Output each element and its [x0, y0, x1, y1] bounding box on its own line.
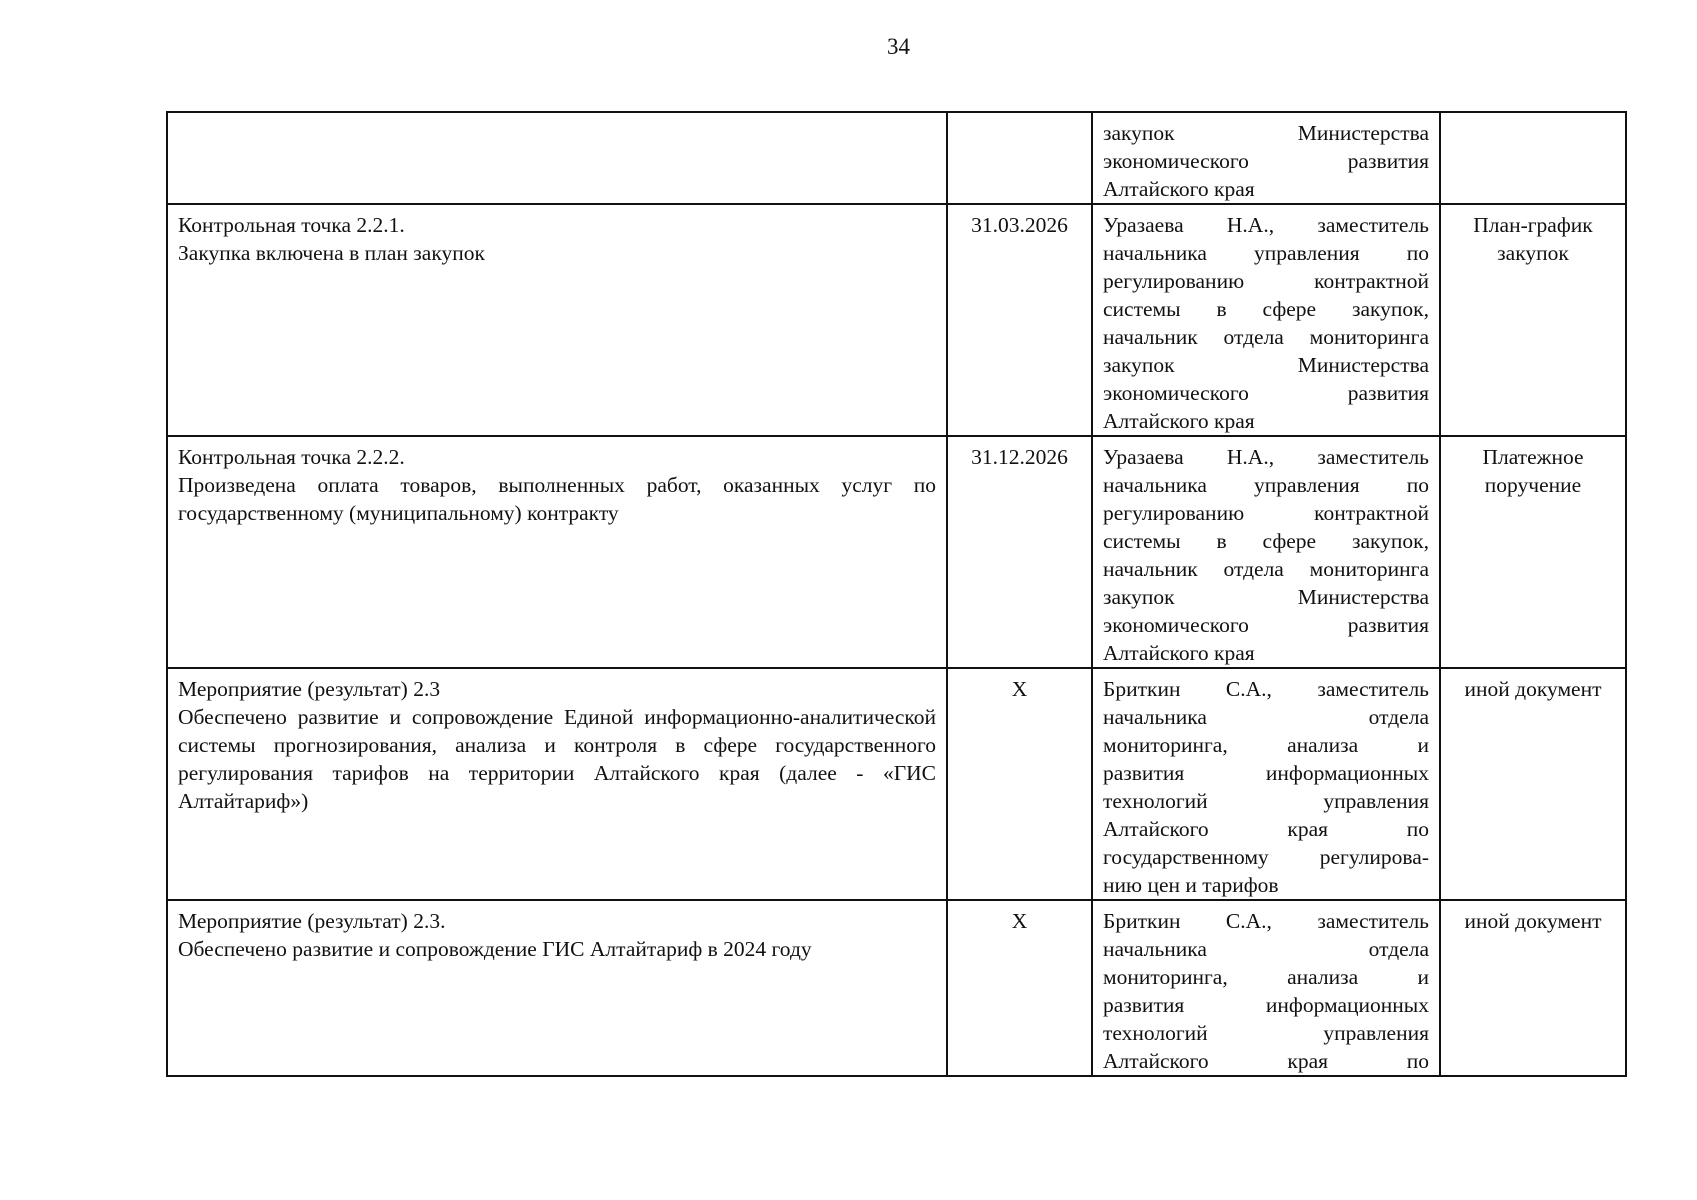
responsible-line: технологий управления: [1103, 789, 1429, 813]
table-row: [167, 900, 1626, 1076]
responsible-line: начальника отдела: [1103, 705, 1429, 729]
responsible-line: Бриткин С.А., заместитель: [1103, 677, 1429, 701]
responsible-cell: [1092, 668, 1440, 900]
event-name-cell: [167, 112, 947, 204]
responsible-line: Алтайского края: [1103, 641, 1255, 665]
responsible-line: экономического развития: [1103, 381, 1429, 405]
responsible-line: закупок Министерства: [1103, 585, 1429, 609]
table-row: [167, 204, 1626, 436]
event-title: Мероприятие (результат) 2.3: [178, 677, 441, 701]
deadline-cell: [947, 112, 1092, 204]
event-description: Обеспечено развитие и сопровождение ГИС Алтайтариф в 2024 году: [178, 937, 812, 961]
event-name-cell: [167, 204, 947, 436]
document-cell: [1440, 900, 1626, 1076]
responsible-line: экономического развития: [1103, 613, 1429, 637]
deadline-cell: 31.12.2026: [947, 436, 1092, 668]
event-name-cell: [167, 900, 947, 1076]
responsible-line: Алтайского края по: [1103, 1049, 1429, 1073]
responsible-cell: [1092, 436, 1440, 668]
responsible-line: закупок Министерства: [1103, 121, 1429, 145]
table-row: [167, 112, 1626, 204]
responsible-line: Алтайского края: [1103, 177, 1255, 201]
responsible-line: регулированию контрактной: [1103, 501, 1429, 525]
responsible-line: начальник отдела мониторинга: [1103, 557, 1429, 581]
responsible-line: государственному регулирова-: [1103, 845, 1429, 869]
responsible-line: Алтайского края по: [1103, 817, 1429, 841]
document-cell: [1440, 204, 1626, 436]
event-name-cell: [167, 668, 947, 900]
responsible-line: развития информационных: [1103, 993, 1429, 1017]
document-cell: [1440, 112, 1626, 204]
event-description: Обеспечено развитие и сопровождение Единой информационно-аналитической системы прогнозирования, анализа и контроля в сфере государственного регулирования тарифов на территории Алтайского края (далее - «ГИС Алтайтариф»): [178, 705, 936, 813]
responsible-line: начальника отдела: [1103, 937, 1429, 961]
responsible-line: развития информационных: [1103, 761, 1429, 785]
document-cell: [1440, 436, 1626, 668]
document-line: поручение: [1484, 473, 1582, 497]
table-row: [167, 668, 1626, 900]
event-name-cell: [167, 436, 947, 668]
event-description: Произведена оплата товаров, выполненных работ, оказанных услуг по государственному (муниципальному) контракту: [178, 473, 936, 525]
responsible-line: технологий управления: [1103, 1021, 1429, 1045]
responsible-cell: [1092, 900, 1440, 1076]
document-line: Платежное: [1482, 445, 1584, 469]
document-line: иной документ: [1464, 677, 1602, 701]
responsible-line: начальника управления по: [1103, 241, 1429, 265]
responsible-line: закупок Министерства: [1103, 353, 1429, 377]
table-row: [167, 436, 1626, 668]
responsible-cell: [1092, 112, 1440, 204]
page-number: 34: [887, 34, 910, 59]
event-description: Закупка включена в план закупок: [178, 241, 485, 265]
plan-table: [166, 111, 1627, 1077]
event-title: Контрольная точка 2.2.1.: [178, 213, 405, 237]
responsible-line: Уразаева Н.А., заместитель: [1103, 445, 1429, 469]
responsible-line: нию цен и тарифов: [1103, 873, 1279, 897]
deadline-cell: 31.03.2026: [947, 204, 1092, 436]
document-line: иной документ: [1464, 909, 1602, 933]
responsible-line: мониторинга, анализа и: [1103, 733, 1429, 757]
deadline-cell: X: [947, 900, 1092, 1076]
responsible-line: регулированию контрактной: [1103, 269, 1429, 293]
responsible-cell: [1092, 204, 1440, 436]
document-line: закупок: [1497, 241, 1569, 265]
responsible-line: мониторинга, анализа и: [1103, 965, 1429, 989]
event-title: Контрольная точка 2.2.2.: [178, 445, 405, 469]
responsible-line: Бриткин С.А., заместитель: [1103, 909, 1429, 933]
responsible-line: системы в сфере закупок,: [1103, 297, 1429, 321]
deadline-cell: X: [947, 668, 1092, 900]
document-cell: [1440, 668, 1626, 900]
responsible-line: системы в сфере закупок,: [1103, 529, 1429, 553]
responsible-line: начальник отдела мониторинга: [1103, 325, 1429, 349]
responsible-line: экономического развития: [1103, 149, 1429, 173]
document-line: План-график: [1473, 213, 1593, 237]
responsible-line: Уразаева Н.А., заместитель: [1103, 213, 1429, 237]
responsible-line: Алтайского края: [1103, 409, 1255, 433]
responsible-line: начальника управления по: [1103, 473, 1429, 497]
event-title: Мероприятие (результат) 2.3.: [178, 909, 446, 933]
